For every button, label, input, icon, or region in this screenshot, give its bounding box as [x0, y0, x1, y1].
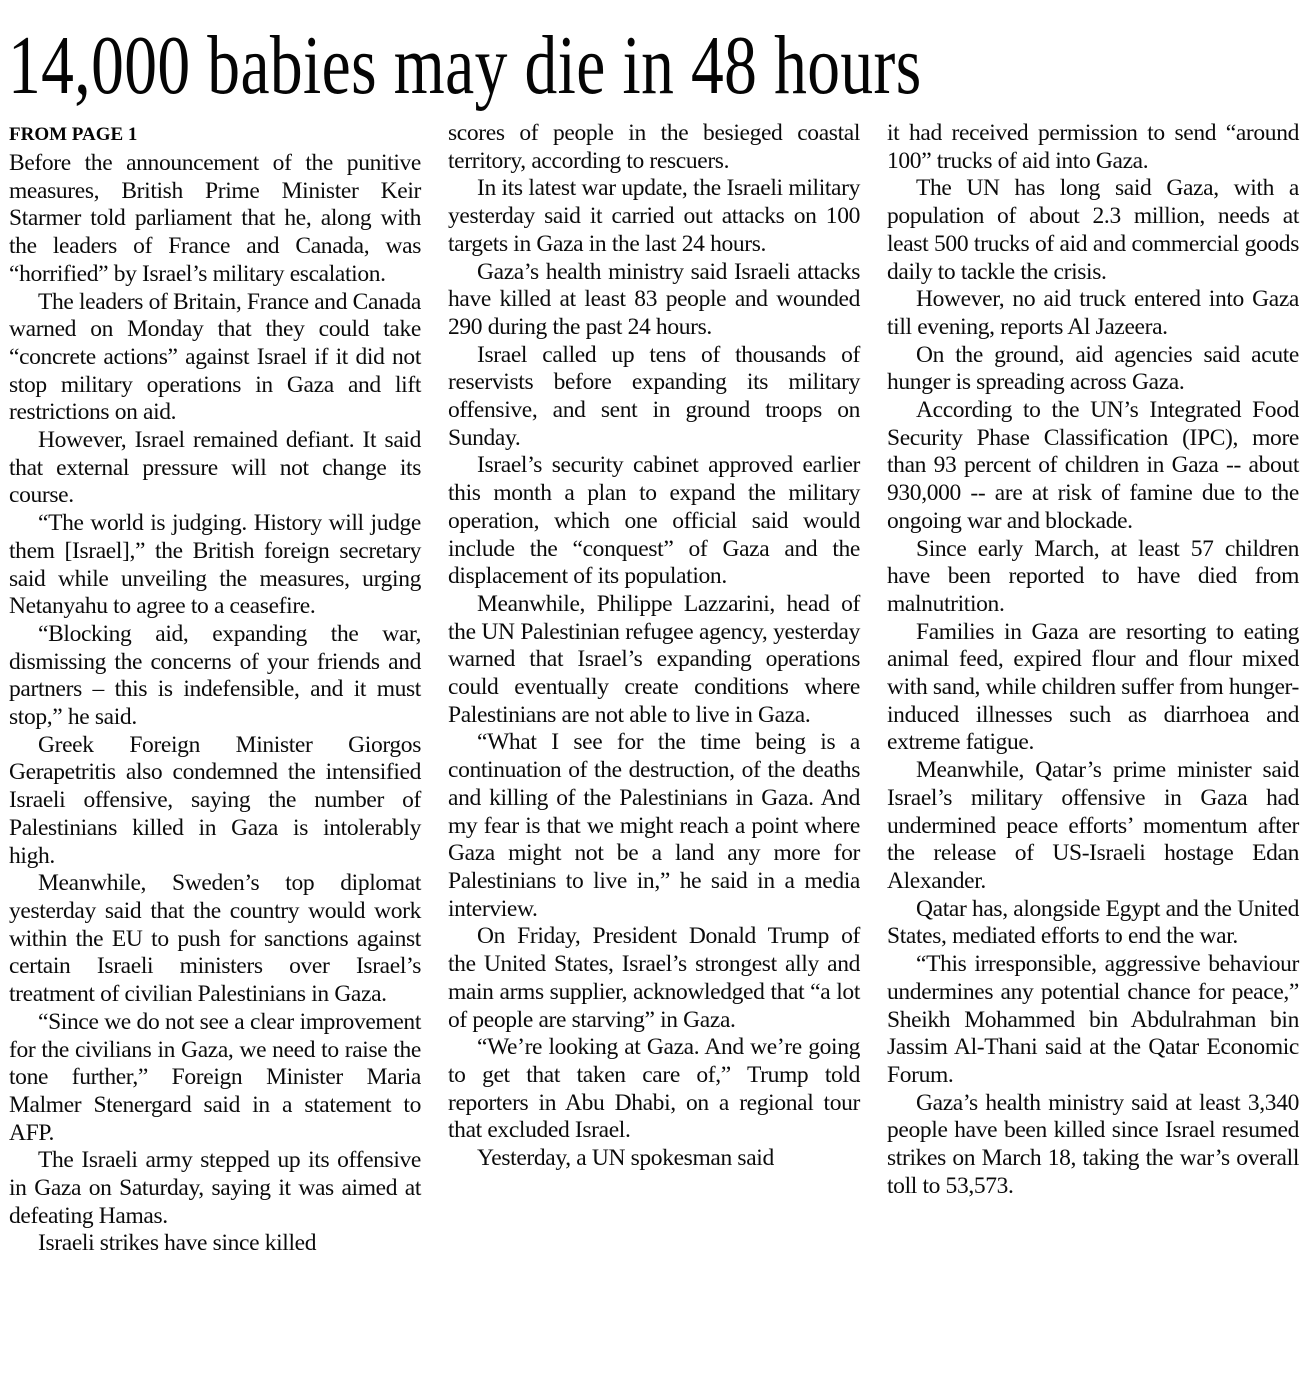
- paragraph: Greek Foreign Minister Giorgos Gerapetritis also condemned the intensified Israeli offensive, saying the number of Palestinians killed in Gaza is intolerably high.: [9, 731, 421, 869]
- paragraph: “What I see for the time being is a continuation of the destruction, of the deaths and killing of the Palestinians in Gaza. And my fear is that we might reach a point where Gaza might not be a land any more for Palestinians to live in,” he said in a media interview.: [448, 729, 860, 922]
- paragraph: “We’re looking at Gaza. And we’re going to get that taken care of,” Trump told reporters in Abu Dhabi, on a regional tour that excluded Israel.: [448, 1034, 860, 1144]
- headline: 14,000 babies may die in 48 hours: [8, 19, 922, 112]
- paragraph: Families in Gaza are resorting to eating animal feed, expired flour and flour mixed with sand, while children suffer from hunger-induced illnesses such as diarrhoea and extreme fatigue.: [887, 618, 1299, 756]
- paragraph: Meanwhile, Philippe Lazzarini, head of the UN Palestinian refugee agency, yesterday warned that Israel’s expanding operations could eventually create conditions where Palestinians are not able to live in Gaza.: [448, 590, 860, 728]
- paragraph: “This irresponsible, aggressive behaviour undermines any potential chance for peace,” Sheikh Mohammed bin Abdulrahman bin Jassim Al-Thani said at the Qatar Economic Forum.: [887, 951, 1299, 1088]
- paragraph: However, Israel remained defiant. It said that external pressure will not change its course.: [9, 427, 421, 509]
- paragraph: The UN has long said Gaza, with a population of about 2.3 million, needs at least 500 trucks of aid and commercial goods daily to tackle the crisis.: [887, 175, 1299, 285]
- article-column-1: [9, 120, 421, 1258]
- paragraph: Yesterday, a UN spokesman said: [477, 1145, 774, 1172]
- paragraph: “Since we do not see a clear improvement for the civilians in Gaza, we need to raise the tone further,” Foreign Minister Maria Malmer Stenergard said in a statement to AFP.: [9, 1008, 421, 1146]
- paragraph: Gaza’s health ministry said at least 3,340 people have been killed since Israel resumed strikes on March 18, taking the war’s overall toll to 53,573.: [887, 1089, 1299, 1199]
- paragraph: “Blocking aid, expanding the war, dismissing the concerns of your friends and partners – this is indefensible, and it must stop,” he said.: [9, 620, 421, 731]
- paragraph: “The world is judging. History will judge them [Israel],” the British foreign secretary said while unveiling the measures, urging Netanyahu to agree to a ceasefire.: [9, 510, 421, 620]
- paragraph: Meanwhile, Qatar’s prime minister said Israel’s military offensive in Gaza had undermined peace efforts’ momentum after the release of US-Israeli hostage Edan Alexander.: [887, 757, 1299, 894]
- paragraph: Israel called up tens of thousands of reservists before expanding its military offensive, and sent in ground troops on Sunday.: [448, 341, 860, 451]
- article-column-2: [448, 120, 860, 1258]
- kicker-from-page: FROM PAGE 1: [9, 124, 138, 145]
- paragraph: Since early March, at least 57 children have been reported to have died from malnutrition.: [887, 535, 1299, 617]
- paragraph: Before the announcement of the punitive measures, British Prime Minister Keir Starmer told parliament that he, along with the leaders of France and Canada, was “horrified” by Israel’s military escalation.: [9, 150, 421, 287]
- paragraph: The leaders of Britain, France and Canada warned on Monday that they could take “concrete actions” against Israel if it did not stop military operations in Gaza and lift restrictions on aid.: [9, 288, 421, 426]
- paragraph: According to the UN’s Integrated Food Security Phase Classification (IPC), more than 93 percent of children in Gaza -- about 930,000 -- are at risk of famine due to the ongoing war and blockade.: [887, 397, 1299, 534]
- paragraph: Israel’s security cabinet approved earlier this month a plan to expand the military operation, which one official said would include the “conquest” of Gaza and the displacement of its population.: [448, 452, 860, 590]
- paragraph: On the ground, aid agencies said acute hunger is spreading across Gaza.: [887, 341, 1299, 396]
- article-column-3: [887, 120, 1299, 1258]
- paragraph: On Friday, President Donald Trump of the United States, Israel’s strongest ally and main arms supplier, acknowledged that “a lot of people are starving” in Gaza.: [448, 923, 860, 1033]
- paragraph: The Israeli army stepped up its offensive in Gaza on Saturday, saying it was aimed at defeating Hamas.: [9, 1147, 421, 1229]
- paragraph: However, no aid truck entered into Gaza till evening, reports Al Jazeera.: [887, 286, 1299, 340]
- paragraph: Qatar has, alongside Egypt and the United States, mediated efforts to end the war.: [887, 895, 1299, 950]
- paragraph: Meanwhile, Sweden’s top diplomat yesterday said that the country would work within the EU to push for sanctions against certain Israeli ministers over Israel’s treatment of civilian Palestinians in Gaza.: [9, 870, 421, 1008]
- paragraph: it had received permission to send “around 100” trucks of aid into Gaza.: [887, 120, 1299, 174]
- paragraph: Israeli strikes have since killed: [38, 1230, 317, 1257]
- paragraph: In its latest war update, the Israeli military yesterday said it carried out attacks on 100 targets in Gaza in the last 24 hours.: [448, 175, 860, 257]
- paragraph: scores of people in the besieged coastal territory, according to rescuers.: [448, 120, 860, 174]
- article-columns: [9, 120, 1297, 1258]
- paragraph: Gaza’s health ministry said Israeli attacks have killed at least 83 people and wounded 290 during the past 24 hours.: [448, 258, 860, 340]
